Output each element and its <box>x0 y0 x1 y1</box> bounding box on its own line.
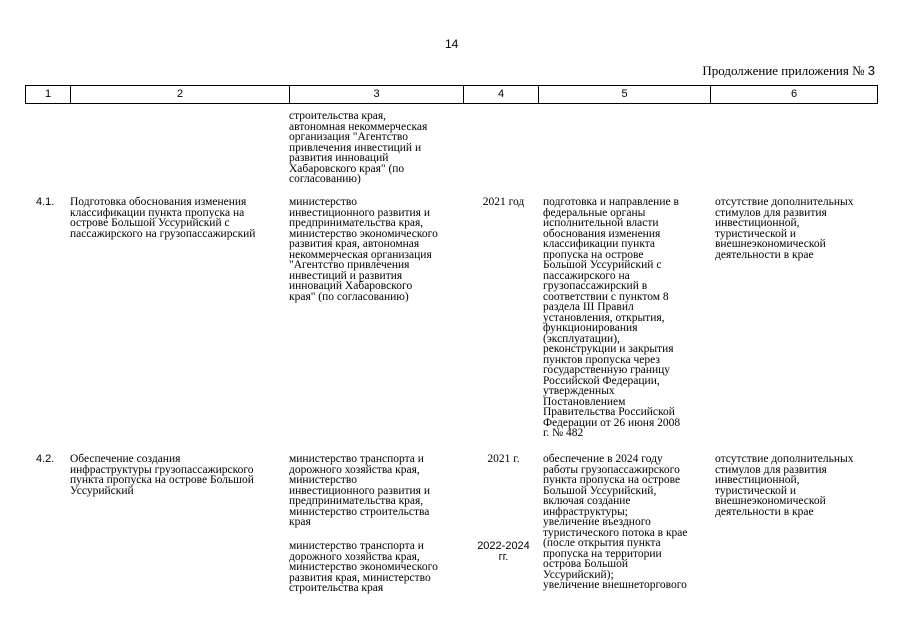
executors-cell-secondary: министерство транспорта и дорожного хозяйства края, министерство экономического развития края, министерство строительства края <box>289 540 438 594</box>
term-cell-secondary: 2022-2024 гг. <box>477 540 530 563</box>
continued-executors-cell: строительства края, автономная некоммерческая организация "Агентство привлечения инвестиций и развития инноваций Хабаровского края" (по согласованию) <box>289 110 428 185</box>
term-cell: 2021 г. <box>487 453 520 465</box>
result-cell: обеспечение в 2024 году работы грузопассажирского пункта пропуска на острове Большой Уссурийский, включая создание инфраструктуры; увеличение въездного туристического потока в крае (после открытия пункта пропуска на территории острова Большой Уссурийский); увеличение внешнеторгового <box>543 453 688 591</box>
column-header-3: 3 <box>290 86 464 103</box>
continuation-text: Продолжение приложения № <box>702 63 868 78</box>
column-header-5: 5 <box>539 86 711 103</box>
column-header-4: 4 <box>464 86 539 103</box>
column-header-6: 6 <box>790 88 798 100</box>
continuation-number: 3 <box>867 63 875 78</box>
result-cell: подготовка и направление в федеральные органы исполнительной власти обоснования изменения классификации пункта пропуска на острове Большой Уссурийский с пассажирского на грузопассажирский в соответствии с пунктом 8 раздела III Правил установления, открытия, функционирования (эксплуатации), реконструкции и закрытия пунктов пропуска через государственную границу Российской Федерации, утвержденных Постановлением Правительства Российской Федерации от 26 июня 2008 г. № 482 <box>543 196 681 439</box>
row-number: 4.2. <box>36 453 55 465</box>
measure-title-cell: Подготовка обоснования изменения классификации пункта пропуска на острове Большой Уссурийский с пассажирского на грузопассажирский <box>70 196 256 240</box>
risk-cell: отсутствие дополнительных стимулов для развития инвестиционной, туристической и внешнеэкономической деятельности в крае <box>715 196 854 261</box>
measure-title-cell: Обеспечение создания инфраструктуры грузопассажирского пункта пропуска на острове Большой Уссурийский <box>70 453 254 497</box>
term-cell: 2021 год <box>482 196 525 208</box>
risk-cell: отсутствие дополнительных стимулов для развития инвестиционной, туристической и внешнеэкономической деятельности в крае <box>715 453 854 518</box>
column-header-1: 1 <box>26 86 71 103</box>
page-number: 14 <box>445 37 459 51</box>
column-header-2: 2 <box>71 86 290 103</box>
executors-cell: министерство транспорта и дорожного хозяйства края, министерство инвестиционного развития и предпринимательства края, министерство строительства края <box>289 453 430 528</box>
executors-cell: министерство инвестиционного развития и предпринимательства края, министерство экономического развития края, автономная некоммерческая организация "Агентство привлечения инвестиций и развития инноваций Хабаровского края" (по согласованию) <box>289 196 438 303</box>
continuation-label <box>702 63 875 79</box>
table-header <box>25 85 878 104</box>
row-number: 4.1. <box>36 196 55 208</box>
